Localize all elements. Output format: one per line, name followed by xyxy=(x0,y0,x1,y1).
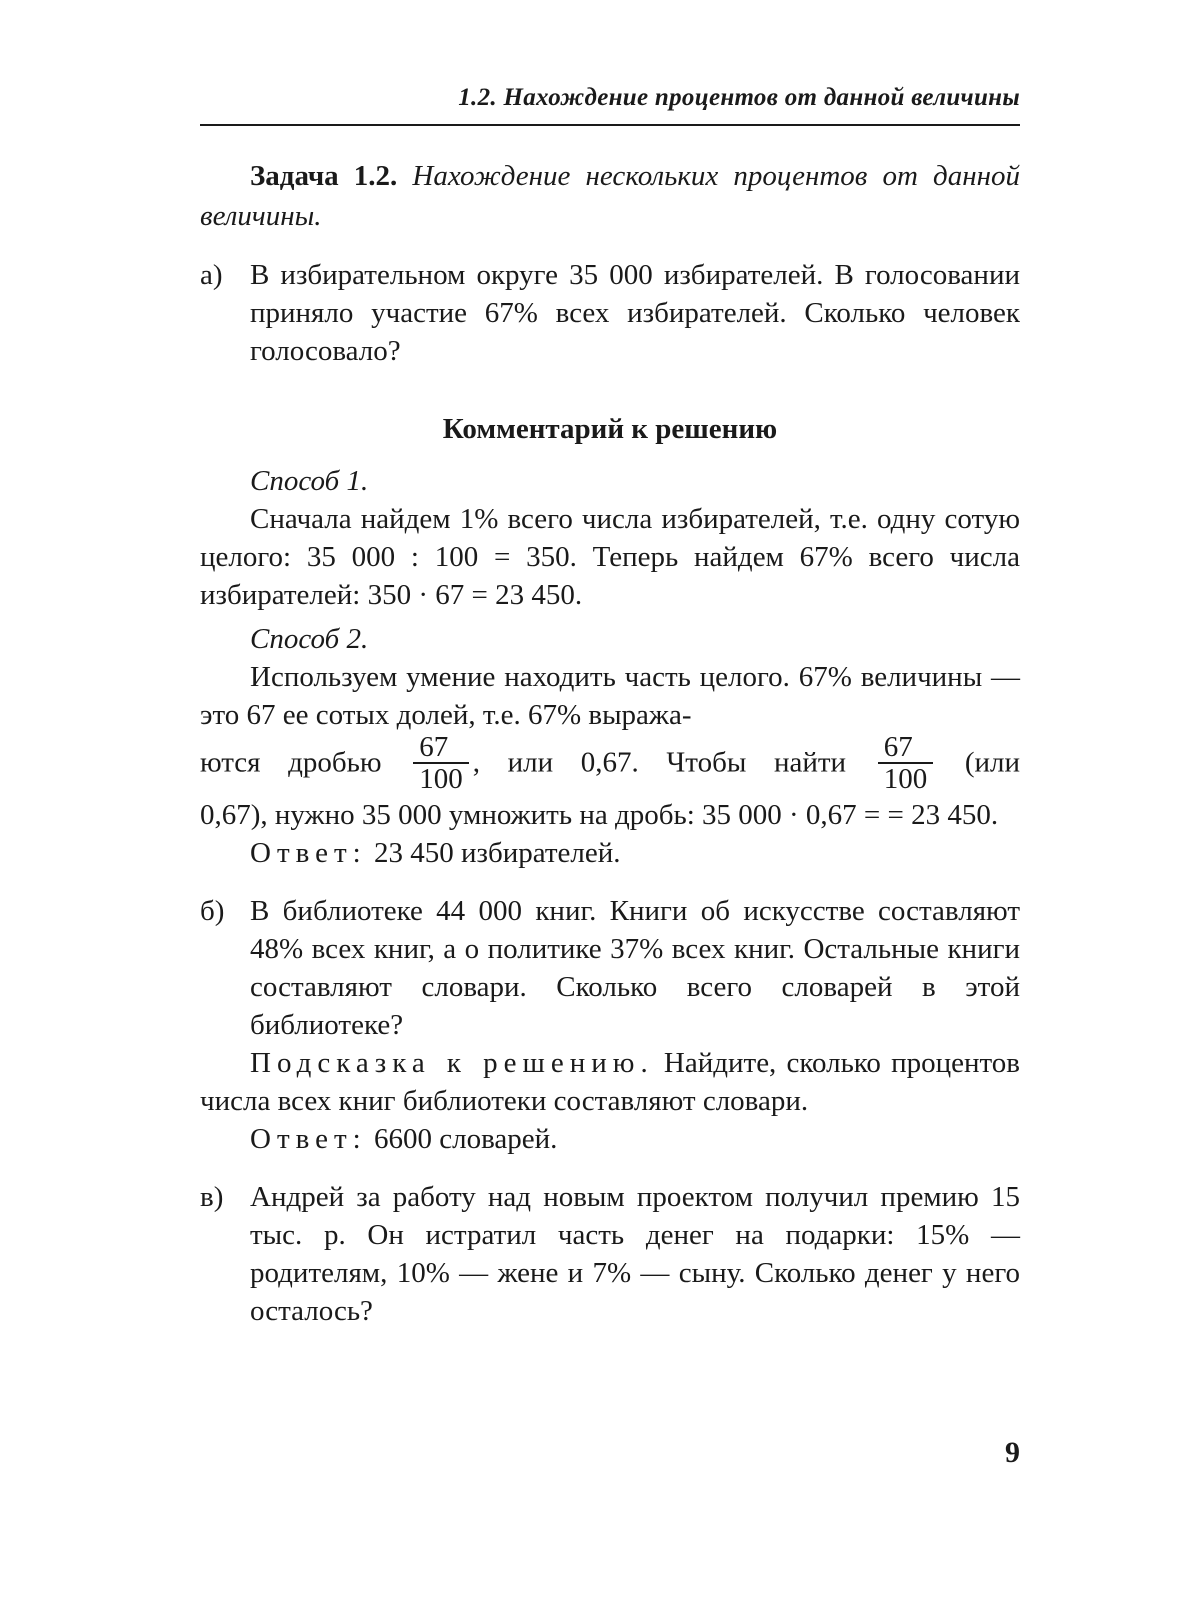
book-page xyxy=(200,72,1020,1552)
problem-a xyxy=(200,256,1020,370)
problem-b-marker: б) xyxy=(200,895,225,927)
page-number: 9 xyxy=(1005,1436,1020,1469)
task-label: Задача 1.2. xyxy=(250,160,398,192)
method-2-text: Используем умение находить часть целого. 67% величины — это 67 ее сотых долей, т.е. 67% выража- xyxy=(200,661,1020,731)
answer-a-text: 23 450 избирателей. xyxy=(374,837,621,869)
fraction-line-suffix: (или xyxy=(964,746,1021,779)
answer-label: Ответ: xyxy=(250,1123,367,1155)
method-2-label: Способ 2. xyxy=(250,623,369,655)
problem-b xyxy=(200,892,1020,1044)
problem-a-text: В избирательном округе 35 000 избирателей. В голосовании приняло участие 67% всех избирателей. Сколько человек голосовало? xyxy=(250,259,1020,367)
fraction-denominator: 100 xyxy=(419,763,463,795)
answer-b xyxy=(200,1120,1020,1158)
method-2-tail: 0,67), нужно 35 000 умножить на дробь: 35 000 · 0,67 = = 23 450. xyxy=(200,799,999,831)
problem-c-marker: в) xyxy=(200,1181,224,1213)
running-head: 1.2. Нахождение процентов от данной величины xyxy=(200,72,1020,126)
fraction-denominator: 100 xyxy=(883,763,928,795)
fraction-line-middle: , или 0,67. Чтобы найти xyxy=(472,746,847,779)
fraction-numerator: 67 xyxy=(413,732,469,764)
problem-a-marker: а) xyxy=(200,259,223,291)
commentary-heading: Комментарий к решению xyxy=(442,413,778,445)
task-title xyxy=(200,156,1020,236)
fraction-line-prefix: ются дробью xyxy=(200,746,382,779)
answer-a xyxy=(200,834,1020,872)
method-1-label: Способ 1. xyxy=(250,465,369,497)
fraction-67-100-second xyxy=(878,732,934,794)
problem-c xyxy=(200,1178,1020,1330)
fraction-line xyxy=(200,731,1021,796)
hint-label: Подсказка к решению. xyxy=(250,1047,654,1079)
method-1-text: Сначала найдем 1% всего числа избирателей, т.е. одну сотую целого: 35 000 : 100 = 350. Теперь найдем 67% всего числа избирателей: 350 · 67 = 23 450. xyxy=(200,503,1020,611)
task-title-text: Нахождение нескольких процентов от данной величины. xyxy=(200,160,1020,232)
problem-b-text: В библиотеке 44 000 книг. Книги об искусстве составляют 48% всех книг, а о политике 37% всех книг. Остальные книги составляют словари. Сколько всего словарей в этой библиотеке? xyxy=(250,895,1020,1041)
hint-b-text: Найдите, сколько процентов числа всех книг библиотеки составляют словари. xyxy=(200,1047,1020,1117)
hint-b xyxy=(200,1044,1020,1120)
fraction-67-100-first xyxy=(413,732,469,794)
problem-c-text: Андрей за работу над новым проектом получил премию 15 тыс. р. Он истратил часть денег на подарки: 15% — родителям, 10% — жене и 7% — сыну. Сколько денег у него осталось? xyxy=(250,1181,1020,1327)
answer-b-text: 6600 словарей. xyxy=(374,1123,558,1155)
answer-label: Ответ: xyxy=(250,837,367,869)
fraction-numerator: 67 xyxy=(878,732,934,764)
